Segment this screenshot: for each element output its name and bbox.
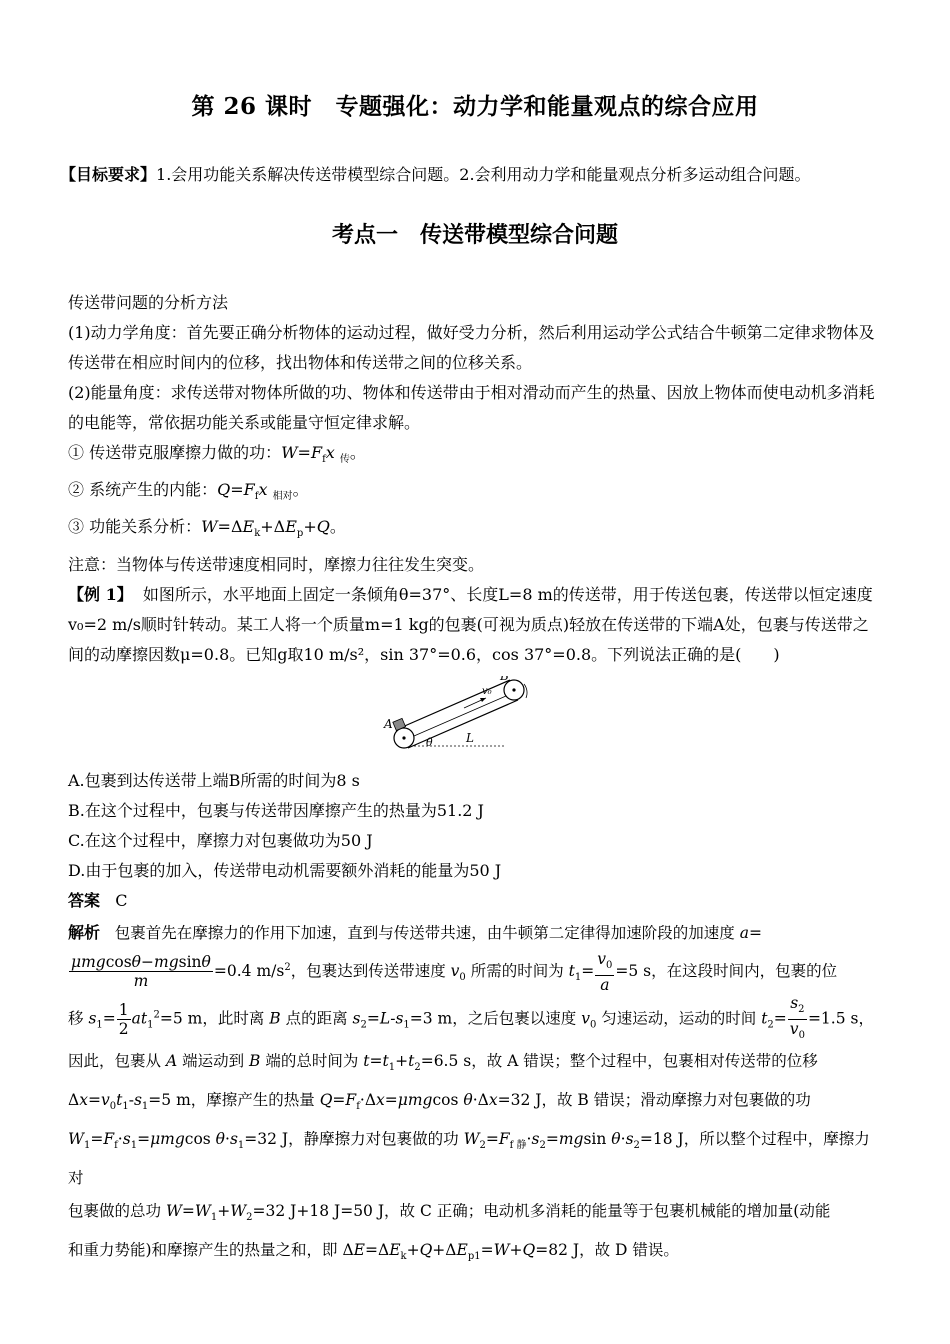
method-dynamics: (1)动力学角度：首先要正确分析物体的运动过程，做好受力分析，然后利用运动学公式结合牛顿第二定律求物体及传送带在相应时间内的位移，找出物体和传送带之间的位移关系。	[68, 323, 875, 372]
solution-line-7: 包裹做的总功 $W=W_1+W_2=32$ J+18 J=50 J，故 C 正确；电动机多消耗的能量等于包裹机械能的增加量(动能	[68, 1202, 831, 1224]
option-d: D.由于包裹的加入，传送带电动机需要额外消耗的能量为50 J	[68, 860, 502, 880]
conveyor-diagram	[374, 676, 574, 762]
solution-line-1: 解析 包裹首先在摩擦力的作用下加速，直到与传送带共速，由牛顿第二定律得加速阶段的加速度 a=	[68, 922, 762, 942]
solution-line-2: $\frac{\text{μmgcosθ−mgsinθ}}{m}$ =0.4 $m/s^2$，包裹达到传送带速度 $v_0$ 所需的时间为 $t_1=$ $\frac{v_0}{a}$ =5 s，在这段时间内，包裹的位	[71, 949, 838, 994]
section-title: 考点一 传送带模型综合问题	[331, 222, 618, 248]
example-stem: 【例 1】 如图所示，水平地面上固定一条倾角θ=37°、长度L=8 m的传送带，用于传送包裹，传送带以恒定速度v₀=2 m/s顺时针转动。某工人将一个质量m=1 kg的包裹(可视为质点)轻放在传送带的下端A处，包裹与传送带之间的动摩擦因数μ=0.8。已知g取10 m/s²，sin 37°=0.6，cos 37°=0.8。下列说法正确的是( )	[68, 584, 873, 664]
content-body	[68, 288, 880, 1273]
method-item-1: ① 传送带克服摩擦力做的功：$W=F_fx$ $_传$。	[68, 443, 366, 466]
solution-line-8: 和重力势能)和摩擦产生的热量之和，即 $\Delta E=\Delta E_k+Q+\Delta E_{p1}=W+Q=82$ J，故 D 错误。	[68, 1241, 679, 1263]
method-note: 注意：当物体与传送带速度相同时，摩擦力往往发生突变。	[68, 554, 485, 574]
method-item-2: ② 系统产生的内能：$Q=F_fx$ $_{相对}$。	[68, 480, 309, 503]
label-theta: θ	[426, 735, 433, 749]
option-b: B.在这个过程中，包裹与传送带因摩擦产生的热量为51.2 J	[68, 800, 484, 820]
answer: 答案 C	[68, 890, 128, 910]
solution-line-5: $\Delta x=v_0t_1-s_1=5$ m，摩擦产生的热量 $Q=F_f\cdot\Delta x=\mu mgcos$ θ·Δx=32 J，故 B 错误；滑动摩擦力对包裹做的功	[68, 1090, 811, 1113]
label-a: A	[384, 716, 393, 731]
label-v0: v₀	[482, 685, 492, 697]
method-heading: 传送带问题的分析方法	[68, 293, 229, 312]
goal-requirements	[60, 162, 920, 185]
goal-label: 【目标要求】	[60, 165, 157, 184]
goal-text: 1.会用功能关系解决传送带模型综合问题。2.会利用动力学和能量观点分析多运动组合问题。	[156, 165, 811, 184]
option-c: C.在这个过程中，摩擦力对包裹做功为50 J	[68, 830, 373, 850]
solution-line-4: 因此，包裹从 A 端运动到 B 端的总时间为 $t=t_1+t_2=6.5$ s，故 A 错误；整个过程中，包裹相对传送带的位移	[68, 1051, 818, 1073]
label-b: B	[500, 675, 509, 683]
method-item-3: ③ 功能关系分析：$W=\Delta E_k+\Delta E_p+Q$。	[68, 517, 346, 540]
solution	[68, 916, 880, 1274]
option-a: A.包裹到达传送带上端B所需的时间为8 s	[68, 770, 360, 790]
page-title: 第 26 课时 专题强化：动力学和能量观点的综合应用	[191, 93, 759, 120]
label-l: L	[466, 730, 474, 745]
conveyor-belt-figure	[68, 676, 880, 762]
method-energy: (2)能量角度：求传送带对物体所做的功、物体和传送带由于相对滑动而产生的热量、因放上物体而使电动机多消耗的电能等，常依据功能关系或能量守恒定律求解。	[68, 383, 875, 432]
solution-line-3: 移 $s_1=$ $\frac{1}{2}$ $at_1^2=5$ m，此时离 B 点的距离 $s_2=L-s_1=3$ m，之后包裹以速度 $v_0$ 匀速运动，运动的时间 $t_2=$ $\frac{s_2}{v_0}$ =1.5 s，	[68, 993, 874, 1041]
solution-line-6: $W_1=F_f\cdot s_1=\mu mgcos$ $\theta\cdot s_1=32$ J，静摩擦力对包裹做的功 $W_2=F_{f 静}\cdot s_2=mgsin$ $\theta\cdot s_2=18$ J，所以整个过程中，摩擦力对	[68, 1130, 870, 1188]
